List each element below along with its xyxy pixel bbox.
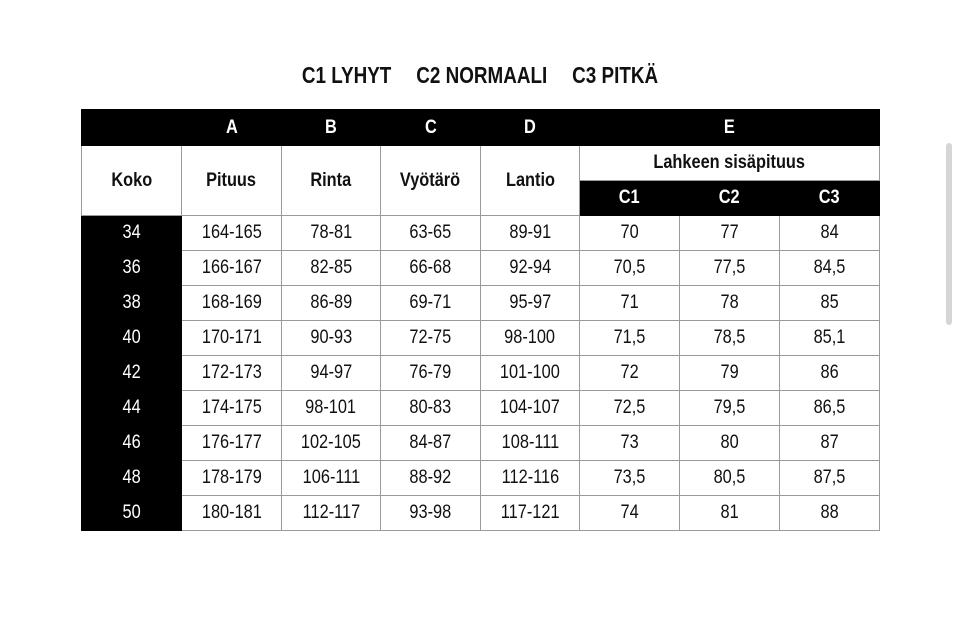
cell-c3: 85,1	[780, 321, 880, 356]
header-lantio: Lantio	[481, 146, 580, 216]
cell-vyotaro: 93-98	[381, 496, 481, 531]
cell-pituus: 170-171	[182, 321, 282, 356]
cell-c1: 70	[580, 216, 680, 251]
cell-lantio: 98-100	[481, 321, 580, 356]
table-row	[82, 216, 880, 251]
cell-vyotaro: 63-65	[381, 216, 481, 251]
cell-koko: 48	[82, 461, 182, 496]
title-c1: C1 LYHYT	[301, 62, 392, 88]
cell-c3: 87,5	[780, 461, 880, 496]
letter-b: B	[282, 110, 381, 146]
letter-blank	[82, 110, 182, 146]
cell-rinta: 90-93	[282, 321, 381, 356]
cell-rinta: 98-101	[282, 391, 381, 426]
cell-lantio: 92-94	[481, 251, 580, 286]
cell-c3: 86,5	[780, 391, 880, 426]
cell-rinta: 106-111	[282, 461, 381, 496]
letter-e: E	[580, 110, 880, 146]
header-lahkeen: Lahkeen sisäpituus	[580, 146, 880, 181]
cell-c1: 72,5	[580, 391, 680, 426]
cell-lantio: 112-116	[481, 461, 580, 496]
cell-rinta: 78-81	[282, 216, 381, 251]
column-header-row	[82, 146, 880, 181]
cell-c1: 72	[580, 356, 680, 391]
cell-pituus: 174-175	[182, 391, 282, 426]
cell-c1: 73	[580, 426, 680, 461]
cell-c2: 80,5	[680, 461, 780, 496]
cell-c2: 80	[680, 426, 780, 461]
cell-vyotaro: 72-75	[381, 321, 481, 356]
cell-pituus: 168-169	[182, 286, 282, 321]
cell-c2: 79	[680, 356, 780, 391]
cell-koko: 36	[82, 251, 182, 286]
cell-vyotaro: 69-71	[381, 286, 481, 321]
cell-pituus: 176-177	[182, 426, 282, 461]
letter-c: C	[381, 110, 481, 146]
cell-lantio: 95-97	[481, 286, 580, 321]
header-vyotaro: Vyötärö	[381, 146, 481, 216]
table-row	[82, 391, 880, 426]
cell-koko: 42	[82, 356, 182, 391]
table-body	[82, 216, 880, 531]
header-pituus: Pituus	[182, 146, 282, 216]
cell-c1: 71	[580, 286, 680, 321]
cell-c3: 84	[780, 216, 880, 251]
header-c2: C2	[680, 181, 780, 216]
cell-c2: 77,5	[680, 251, 780, 286]
cell-pituus: 172-173	[182, 356, 282, 391]
cell-vyotaro: 80-83	[381, 391, 481, 426]
header-koko: Koko	[82, 146, 182, 216]
cell-lantio: 104-107	[481, 391, 580, 426]
table-row	[82, 251, 880, 286]
cell-c2: 77	[680, 216, 780, 251]
table-row	[82, 321, 880, 356]
cell-pituus: 166-167	[182, 251, 282, 286]
scrollbar-thumb[interactable]	[946, 143, 952, 325]
cell-c1: 73,5	[580, 461, 680, 496]
cell-c2: 79,5	[680, 391, 780, 426]
cell-rinta: 102-105	[282, 426, 381, 461]
cell-pituus: 164-165	[182, 216, 282, 251]
title-c2: C2 NORMAALI	[416, 62, 548, 88]
cell-c2: 81	[680, 496, 780, 531]
cell-c3: 87	[780, 426, 880, 461]
cell-c1: 74	[580, 496, 680, 531]
cell-c1: 70,5	[580, 251, 680, 286]
header-c1: C1	[580, 181, 680, 216]
cell-c2: 78	[680, 286, 780, 321]
title-c3: C3 PITKÄ	[572, 62, 659, 88]
letter-header-row	[82, 110, 880, 146]
table-row	[82, 496, 880, 531]
cell-koko: 50	[82, 496, 182, 531]
cell-rinta: 112-117	[282, 496, 381, 531]
cell-c3: 84,5	[780, 251, 880, 286]
chart-title	[86, 62, 873, 89]
cell-c3: 85	[780, 286, 880, 321]
cell-lantio: 89-91	[481, 216, 580, 251]
cell-lantio: 108-111	[481, 426, 580, 461]
cell-koko: 40	[82, 321, 182, 356]
table-row	[82, 286, 880, 321]
cell-c2: 78,5	[680, 321, 780, 356]
table-row	[82, 426, 880, 461]
cell-koko: 44	[82, 391, 182, 426]
cell-koko: 46	[82, 426, 182, 461]
table-row	[82, 356, 880, 391]
cell-rinta: 82-85	[282, 251, 381, 286]
cell-c3: 86	[780, 356, 880, 391]
header-rinta: Rinta	[282, 146, 381, 216]
cell-koko: 34	[82, 216, 182, 251]
header-c3: C3	[780, 181, 880, 216]
cell-pituus: 180-181	[182, 496, 282, 531]
cell-rinta: 86-89	[282, 286, 381, 321]
cell-vyotaro: 66-68	[381, 251, 481, 286]
table-row	[82, 461, 880, 496]
cell-vyotaro: 76-79	[381, 356, 481, 391]
cell-pituus: 178-179	[182, 461, 282, 496]
size-table	[81, 109, 880, 531]
cell-koko: 38	[82, 286, 182, 321]
cell-vyotaro: 84-87	[381, 426, 481, 461]
cell-lantio: 101-100	[481, 356, 580, 391]
cell-c3: 88	[780, 496, 880, 531]
cell-lantio: 117-121	[481, 496, 580, 531]
cell-c1: 71,5	[580, 321, 680, 356]
cell-vyotaro: 88-92	[381, 461, 481, 496]
letter-d: D	[481, 110, 580, 146]
letter-a: A	[182, 110, 282, 146]
cell-rinta: 94-97	[282, 356, 381, 391]
